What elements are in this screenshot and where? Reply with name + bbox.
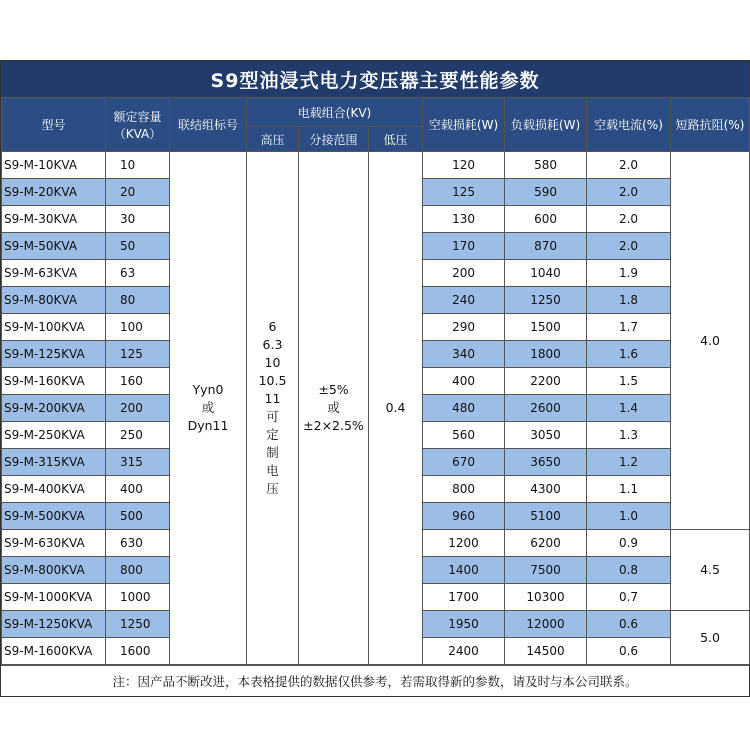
no-load-loss-cell: 340 <box>423 341 505 368</box>
no-load-current-cell: 2.0 <box>587 206 671 233</box>
connection-line: Yyn0 <box>192 382 224 397</box>
hv-voltage-cell <box>247 152 299 665</box>
impedance-cell: 5.0 <box>671 611 750 665</box>
no-load-loss-cell: 1200 <box>423 530 505 557</box>
header-voltage-group: 电载组合(KV) <box>247 98 423 127</box>
capacity-cell: 1000 <box>106 584 170 611</box>
capacity-cell: 63 <box>106 260 170 287</box>
load-loss-cell: 3050 <box>505 422 587 449</box>
capacity-cell: 200 <box>106 395 170 422</box>
hv-line: 6 <box>268 319 277 334</box>
no-load-loss-cell: 400 <box>423 368 505 395</box>
table-title: S9型油浸式电力变压器主要性能参数 <box>1 61 749 97</box>
header-load-loss: 负载损耗(W) <box>505 98 587 152</box>
load-loss-cell: 4300 <box>505 476 587 503</box>
no-load-current-cell: 1.7 <box>587 314 671 341</box>
no-load-current-cell: 0.9 <box>587 530 671 557</box>
load-loss-cell: 6200 <box>505 530 587 557</box>
no-load-current-cell: 1.9 <box>587 260 671 287</box>
capacity-cell: 30 <box>106 206 170 233</box>
connection-group-cell <box>170 152 247 665</box>
header-capacity <box>106 98 170 152</box>
load-loss-cell: 600 <box>505 206 587 233</box>
no-load-loss-cell: 120 <box>423 152 505 179</box>
capacity-cell: 10 <box>106 152 170 179</box>
no-load-loss-cell: 130 <box>423 206 505 233</box>
model-cell: S9-M-200KVA <box>2 395 106 422</box>
no-load-current-cell: 1.8 <box>587 287 671 314</box>
header-tap-range: 分接范围 <box>299 127 369 152</box>
no-load-loss-cell: 1700 <box>423 584 505 611</box>
capacity-cell: 125 <box>106 341 170 368</box>
no-load-current-cell: 1.2 <box>587 449 671 476</box>
spec-table <box>1 97 750 665</box>
model-cell: S9-M-160KVA <box>2 368 106 395</box>
header-impedance: 短路抗阻(%) <box>671 98 750 152</box>
tap-line: 或 <box>327 400 340 415</box>
hv-line: 11 <box>264 391 281 406</box>
no-load-current-cell: 0.7 <box>587 584 671 611</box>
load-loss-cell: 1040 <box>505 260 587 287</box>
table-body <box>2 152 750 665</box>
model-cell: S9-M-250KVA <box>2 422 106 449</box>
model-cell: S9-M-30KVA <box>2 206 106 233</box>
model-cell: S9-M-400KVA <box>2 476 106 503</box>
model-cell: S9-M-125KVA <box>2 341 106 368</box>
capacity-cell: 500 <box>106 503 170 530</box>
tap-line: ±2×2.5% <box>303 418 364 433</box>
capacity-cell: 80 <box>106 287 170 314</box>
header-lv: 低压 <box>369 127 423 152</box>
header-no-load-loss: 空载损耗(W) <box>423 98 505 152</box>
no-load-current-cell: 2.0 <box>587 233 671 260</box>
load-loss-cell: 12000 <box>505 611 587 638</box>
no-load-loss-cell: 170 <box>423 233 505 260</box>
hv-line: 10.5 <box>258 373 287 388</box>
capacity-cell: 630 <box>106 530 170 557</box>
no-load-loss-cell: 1400 <box>423 557 505 584</box>
no-load-current-cell: 1.1 <box>587 476 671 503</box>
no-load-loss-cell: 480 <box>423 395 505 422</box>
capacity-cell: 315 <box>106 449 170 476</box>
hv-line: 6.3 <box>262 337 283 352</box>
no-load-loss-cell: 240 <box>423 287 505 314</box>
connection-line: 或 <box>201 400 215 415</box>
hv-line: 定 <box>266 427 279 442</box>
header-capacity-line2: （KVA） <box>113 126 162 141</box>
lv-voltage-cell: 0.4 <box>369 152 423 665</box>
load-loss-cell: 1250 <box>505 287 587 314</box>
capacity-cell: 1600 <box>106 638 170 665</box>
no-load-current-cell: 0.6 <box>587 611 671 638</box>
hv-line: 10 <box>264 355 281 370</box>
no-load-loss-cell: 290 <box>423 314 505 341</box>
model-cell: S9-M-1000KVA <box>2 584 106 611</box>
header-no-load-current: 空载电流(%) <box>587 98 671 152</box>
capacity-cell: 20 <box>106 179 170 206</box>
model-cell: S9-M-20KVA <box>2 179 106 206</box>
no-load-current-cell: 1.0 <box>587 503 671 530</box>
tap-line: ±5% <box>318 382 349 397</box>
connection-line: Dyn11 <box>187 418 229 433</box>
load-loss-cell: 10300 <box>505 584 587 611</box>
model-cell: S9-M-500KVA <box>2 503 106 530</box>
no-load-current-cell: 2.0 <box>587 152 671 179</box>
no-load-current-cell: 1.6 <box>587 341 671 368</box>
no-load-loss-cell: 1950 <box>423 611 505 638</box>
capacity-cell: 800 <box>106 557 170 584</box>
no-load-current-cell: 1.3 <box>587 422 671 449</box>
hv-line: 可 <box>266 409 279 424</box>
no-load-loss-cell: 670 <box>423 449 505 476</box>
capacity-cell: 250 <box>106 422 170 449</box>
hv-line: 电 <box>266 463 279 478</box>
model-cell: S9-M-63KVA <box>2 260 106 287</box>
load-loss-cell: 7500 <box>505 557 587 584</box>
load-loss-cell: 870 <box>505 233 587 260</box>
tap-range-cell <box>299 152 369 665</box>
hv-line: 制 <box>266 445 279 460</box>
no-load-loss-cell: 2400 <box>423 638 505 665</box>
model-cell: S9-M-315KVA <box>2 449 106 476</box>
no-load-current-cell: 1.5 <box>587 368 671 395</box>
load-loss-cell: 580 <box>505 152 587 179</box>
no-load-loss-cell: 960 <box>423 503 505 530</box>
model-cell: S9-M-630KVA <box>2 530 106 557</box>
capacity-cell: 100 <box>106 314 170 341</box>
spec-sheet <box>0 60 750 697</box>
model-cell: S9-M-100KVA <box>2 314 106 341</box>
no-load-current-cell: 2.0 <box>587 179 671 206</box>
impedance-cell: 4.0 <box>671 152 750 530</box>
header-capacity-line1: 额定容量 <box>113 109 162 124</box>
no-load-loss-cell: 200 <box>423 260 505 287</box>
load-loss-cell: 14500 <box>505 638 587 665</box>
no-load-loss-cell: 125 <box>423 179 505 206</box>
load-loss-cell: 3650 <box>505 449 587 476</box>
model-cell: S9-M-10KVA <box>2 152 106 179</box>
no-load-current-cell: 0.6 <box>587 638 671 665</box>
capacity-cell: 400 <box>106 476 170 503</box>
header-hv: 高压 <box>247 127 299 152</box>
model-cell: S9-M-80KVA <box>2 287 106 314</box>
header-model: 型号 <box>2 98 106 152</box>
no-load-current-cell: 1.4 <box>587 395 671 422</box>
capacity-cell: 160 <box>106 368 170 395</box>
load-loss-cell: 2600 <box>505 395 587 422</box>
capacity-cell: 1250 <box>106 611 170 638</box>
impedance-cell: 4.5 <box>671 530 750 611</box>
load-loss-cell: 5100 <box>505 503 587 530</box>
model-cell: S9-M-1250KVA <box>2 611 106 638</box>
load-loss-cell: 1500 <box>505 314 587 341</box>
no-load-loss-cell: 800 <box>423 476 505 503</box>
no-load-current-cell: 0.8 <box>587 557 671 584</box>
capacity-cell: 50 <box>106 233 170 260</box>
model-cell: S9-M-1600KVA <box>2 638 106 665</box>
no-load-loss-cell: 560 <box>423 422 505 449</box>
load-loss-cell: 590 <box>505 179 587 206</box>
table-row <box>2 152 750 179</box>
hv-line: 压 <box>266 481 279 496</box>
footnote: 注：因产品不断改进，本表格提供的数据仅供参考，若需取得新的参数，请及时与本公司联系。 <box>1 665 749 696</box>
model-cell: S9-M-800KVA <box>2 557 106 584</box>
header-connection: 联结组标号 <box>170 98 247 152</box>
load-loss-cell: 2200 <box>505 368 587 395</box>
load-loss-cell: 1800 <box>505 341 587 368</box>
model-cell: S9-M-50KVA <box>2 233 106 260</box>
